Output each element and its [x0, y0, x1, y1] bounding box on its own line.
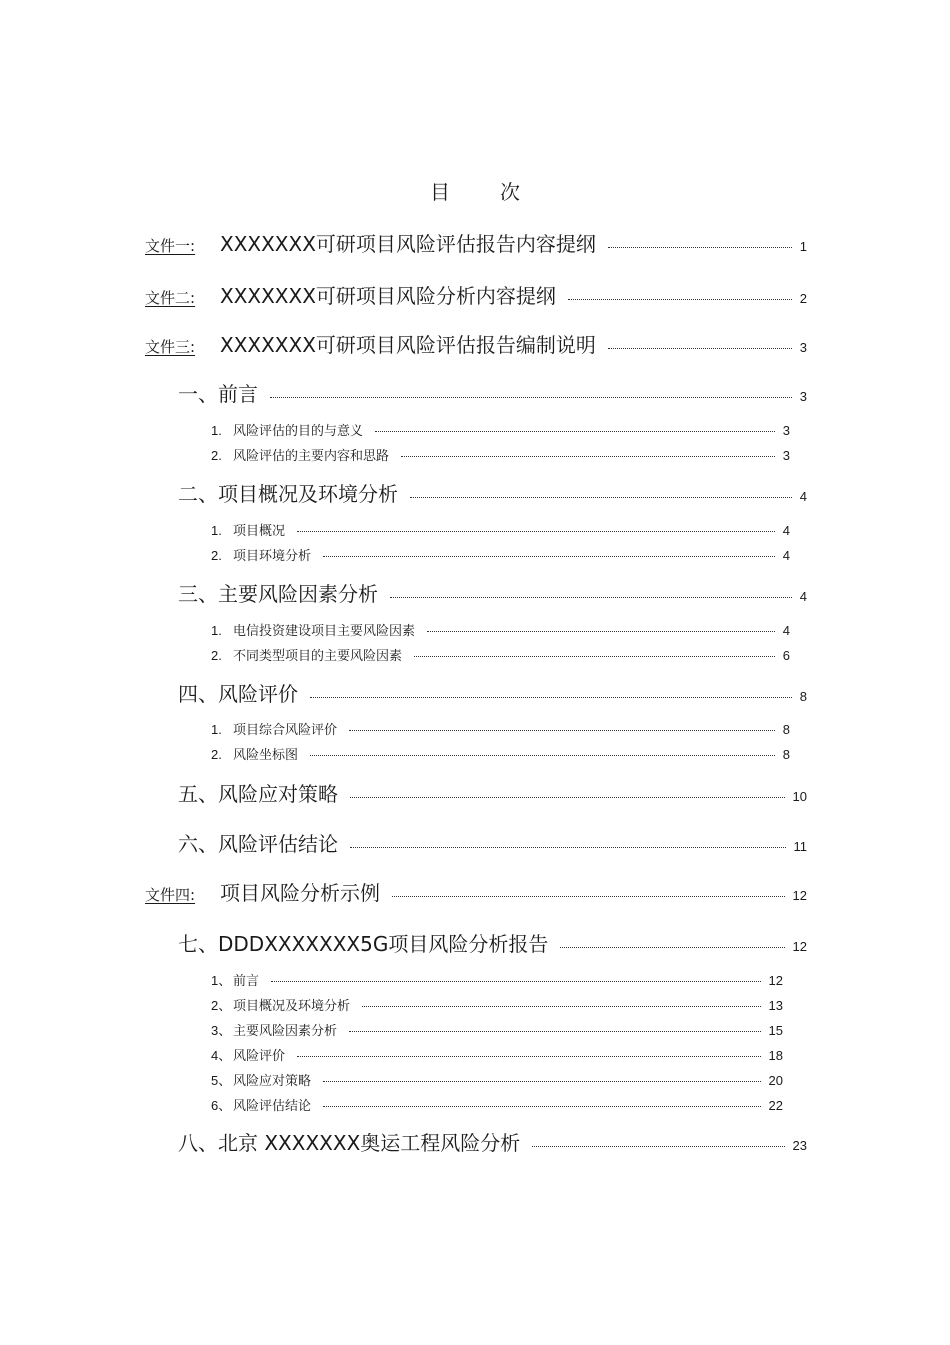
toc-entry-title: 风险坐标图	[233, 748, 299, 763]
toc-entry-chapter-1[interactable]	[178, 378, 807, 407]
page-number: 4	[782, 548, 790, 563]
toc-entry-title: XXXXXXX可研项目风险分析内容提纲	[220, 284, 556, 308]
toc-entry-chapter-3[interactable]	[178, 578, 807, 607]
toc-entry-title: 风险评估的目的与意义	[233, 424, 364, 439]
page-number: 4	[799, 589, 807, 604]
item-number: 1.	[211, 623, 222, 638]
toc-entry-subsection[interactable]	[211, 719, 790, 738]
page-number: 13	[768, 998, 783, 1013]
toc-entry-title: 项目概况	[233, 524, 286, 539]
page-number: 15	[768, 1023, 783, 1038]
toc-entry-subsection[interactable]	[211, 520, 790, 539]
toc-entry-title: 七、DDDXXXXXXX5G项目风险分析报告	[178, 932, 549, 956]
dot-leader	[375, 431, 775, 432]
toc-entry-title: 三、主要风险因素分析	[178, 582, 378, 606]
page-number: 4	[782, 623, 790, 638]
toc-entry-title: 不同类型项目的主要风险因素	[233, 649, 403, 664]
page-title: 目次	[430, 180, 570, 204]
dot-leader	[532, 1146, 784, 1147]
toc-entry-file-2[interactable]	[145, 280, 807, 309]
item-number: 2.	[211, 448, 222, 463]
toc-entry-title: XXXXXXX可研项目风险评估报告内容提纲	[220, 232, 596, 256]
dot-leader	[392, 896, 785, 897]
page-number: 3	[799, 340, 807, 355]
toc-entry-example-section[interactable]	[211, 1045, 783, 1064]
dot-leader	[297, 531, 775, 532]
toc-entry-title: 八、北京 XXXXXXX奥运工程风险分析	[178, 1131, 521, 1155]
page-number: 20	[768, 1073, 783, 1088]
toc-entry-example-section[interactable]	[211, 970, 783, 989]
page-number: 12	[792, 939, 807, 954]
dot-leader	[271, 981, 761, 982]
toc-entry-chapter-5[interactable]	[178, 778, 807, 807]
toc-entry-chapter-2[interactable]	[178, 478, 807, 507]
file-prefix: 文件一:	[145, 237, 196, 255]
toc-entry-example-section[interactable]	[211, 995, 783, 1014]
toc-entry-title: 风险评估结论	[233, 1099, 312, 1114]
file-prefix: 文件四:	[145, 886, 196, 904]
item-number: 6、	[211, 1098, 232, 1113]
page-number: 22	[768, 1098, 783, 1113]
page-number: 4	[799, 489, 807, 504]
item-number: 3、	[211, 1023, 232, 1038]
toc-entry-example-section[interactable]	[211, 1095, 783, 1114]
toc-entry-title: 五、风险应对策略	[178, 782, 338, 806]
item-number: 1.	[211, 523, 222, 538]
dot-leader	[568, 299, 792, 300]
page-number: 23	[792, 1138, 807, 1153]
toc-entry-title: 项目概况及环境分析	[233, 999, 351, 1014]
toc-entry-title: 主要风险因素分析	[233, 1024, 338, 1039]
item-number: 2.	[211, 747, 222, 762]
page-number: 18	[768, 1048, 783, 1063]
dot-leader	[401, 456, 775, 457]
toc-entry-title: XXXXXXX可研项目风险评估报告编制说明	[220, 333, 596, 357]
toc-entry-title: 电信投资建设项目主要风险因素	[233, 624, 416, 639]
file-prefix: 文件三:	[145, 338, 196, 356]
toc-entry-file-4[interactable]	[145, 877, 807, 906]
toc-entry-title: 项目风险分析示例	[220, 881, 380, 905]
toc-entry-chapter-8[interactable]	[178, 1127, 807, 1156]
dot-leader	[410, 497, 792, 498]
page-number: 12	[768, 973, 783, 988]
dot-leader	[323, 1081, 761, 1082]
dot-leader	[350, 797, 785, 798]
page-number: 10	[792, 789, 807, 804]
page-number: 3	[782, 448, 790, 463]
item-number: 1.	[211, 722, 222, 737]
dot-leader	[323, 1106, 761, 1107]
toc-entry-title: 风险评价	[233, 1049, 286, 1064]
dot-leader	[427, 631, 775, 632]
toc-entry-chapter-4[interactable]	[178, 678, 807, 707]
toc-entry-file-3[interactable]	[145, 329, 807, 358]
toc-entry-chapter-6[interactable]	[178, 828, 807, 857]
toc-entry-title: 四、风险评价	[178, 682, 298, 706]
page-number: 1	[799, 239, 807, 254]
dot-leader	[362, 1006, 761, 1007]
page-number: 6	[782, 648, 790, 663]
item-number: 1.	[211, 423, 222, 438]
item-number: 1、	[211, 973, 232, 988]
toc-entry-title: 风险评估的主要内容和思路	[233, 449, 390, 464]
dot-leader	[270, 397, 792, 398]
dot-leader	[608, 247, 792, 248]
item-number: 2.	[211, 548, 222, 563]
toc-entry-chapter-7[interactable]	[178, 928, 807, 957]
toc-entry-title: 风险应对策略	[233, 1074, 312, 1089]
dot-leader	[350, 847, 786, 848]
page-number: 4	[782, 523, 790, 538]
dot-leader	[323, 556, 775, 557]
dot-leader	[297, 1056, 761, 1057]
page-number: 3	[782, 423, 790, 438]
toc-entry-title: 项目环境分析	[233, 549, 312, 564]
toc-entry-subsection[interactable]	[211, 445, 790, 464]
item-number: 4、	[211, 1048, 232, 1063]
toc-entry-title: 一、前言	[178, 382, 258, 406]
toc-entry-title: 六、风险评估结论	[178, 832, 338, 856]
page-number: 8	[799, 689, 807, 704]
dot-leader	[310, 697, 792, 698]
page-number: 8	[782, 722, 790, 737]
item-number: 2.	[211, 648, 222, 663]
dot-leader	[349, 730, 775, 731]
file-prefix: 文件二:	[145, 289, 196, 307]
toc-entry-subsection[interactable]	[211, 420, 790, 439]
toc-entry-title: 项目综合风险评价	[233, 723, 338, 738]
dot-leader	[390, 597, 792, 598]
toc-entry-title: 二、项目概况及环境分析	[178, 482, 398, 506]
toc-entry-example-section[interactable]	[211, 1070, 783, 1089]
page-number: 11	[793, 839, 807, 854]
toc-entry-example-section[interactable]	[211, 1020, 783, 1039]
toc-entry-title: 前言	[233, 974, 260, 989]
dot-leader	[560, 947, 784, 948]
toc-entry-subsection[interactable]	[211, 620, 790, 639]
page-number: 3	[799, 389, 807, 404]
page-number: 2	[799, 291, 807, 306]
page-number: 12	[792, 888, 807, 903]
toc-entry-subsection[interactable]	[211, 645, 790, 664]
dot-leader	[349, 1031, 761, 1032]
page-number: 8	[782, 747, 790, 762]
toc-entry-subsection[interactable]	[211, 545, 790, 564]
toc-entry-file-1[interactable]	[145, 228, 807, 257]
item-number: 5、	[211, 1073, 232, 1088]
dot-leader	[608, 348, 792, 349]
item-number: 2、	[211, 998, 232, 1013]
toc-entry-subsection[interactable]	[211, 744, 790, 763]
dot-leader	[310, 755, 775, 756]
dot-leader	[414, 656, 775, 657]
